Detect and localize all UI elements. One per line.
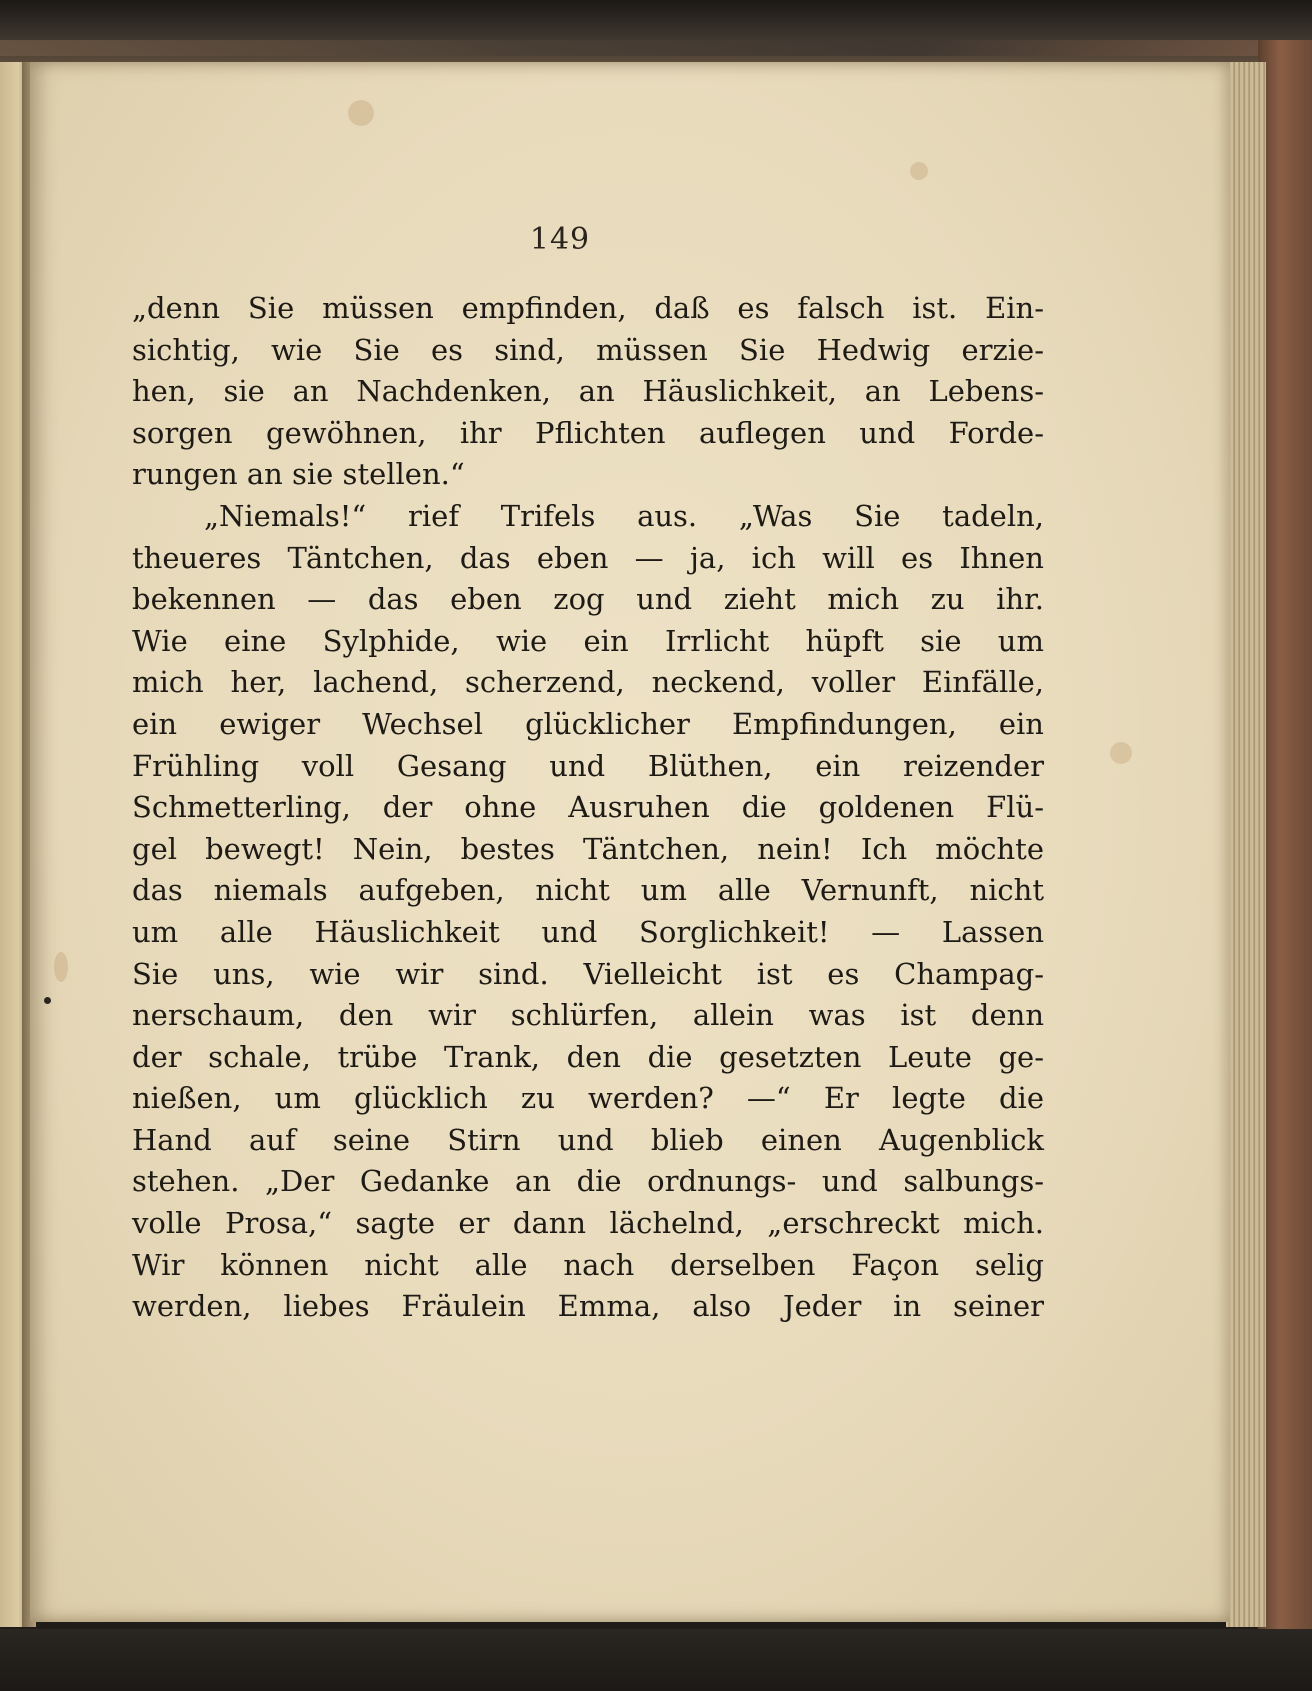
text-line: nießen, um glücklich zu werden? —“ Er legte die [132,1081,1044,1116]
text-line: der schale, trübe Trank, den die gesetzten Leute ge‑ [132,1039,1044,1074]
text-line: Frühling voll Gesang und Blüthen, ein reizender [132,748,1044,783]
text-line: Schmetterling, der ohne Ausruhen die goldenen Flü‑ [132,790,1044,825]
text-line: stehen. „Der Gedanke an die ordnungs‑ und salbungs‑ [132,1164,1044,1199]
text-line: sorgen gewöhnen, ihr Pflichten auflegen und Forde‑ [132,415,1044,450]
text-line: sichtig, wie Sie es sind, müssen Sie Hedwig erzie‑ [132,332,1044,367]
text-line: „denn Sie müssen empfinden, daß es falsch ist. Ein‑ [132,291,1044,325]
foxing-spot [54,952,68,982]
text-line: rungen an sie stellen.“ [132,457,465,492]
text-line: hen, sie an Nachdenken, an Häuslichkeit, an Lebens‑ [132,374,1044,409]
text-line: das niemals aufgeben, nicht um alle Vernunft, nicht [132,873,1044,908]
text-line: Hand auf seine Stirn und blieb einen Augenblick [132,1122,1044,1157]
book-cover-bottom-edge [0,1629,1312,1691]
text-line: um alle Häuslichkeit und Sorglichkeit! — Lassen [132,914,1044,949]
book-page [30,62,1230,1622]
text-line: mich her, lachend, scherzend, neckend, voller Einfälle, [132,665,1044,700]
text-line: „Niemals!“ rief Trifels aus. „Was Sie tadeln, [204,498,1044,533]
foxing-spot [1110,742,1132,764]
body-text [132,288,1044,1328]
text-line: bekennen — das eben zog und zieht mich zu ihr. [132,582,1044,617]
text-line: volle Prosa,“ sagte er dann lächelnd, „erschreckt mich. [132,1206,1044,1241]
text-line: gel bewegt! Nein, bestes Täntchen, nein! Ich möchte [132,831,1044,866]
page-fore-edge [1226,62,1266,1627]
foxing-spot [910,162,928,180]
text-line: nerschaum, den wir schlürfen, allein was ist denn [132,998,1044,1033]
text-line: Wie eine Sylphide, wie ein Irrlicht hüpft sie um [132,623,1044,658]
book-cover-band [0,40,1312,56]
book-cover-right-edge [1258,40,1312,1640]
text-line: Wir können nicht alle nach derselben Façon selig [132,1247,1044,1282]
margin-ink-dot [44,997,51,1004]
text-line: ein ewiger Wechsel glücklicher Empfindungen, ein [132,706,1044,741]
text-line: Sie uns, wie wir sind. Vielleicht ist es Champag‑ [132,956,1044,991]
foxing-spot [348,100,374,126]
text-line: theueres Täntchen, das eben — ja, ich will es Ihnen [132,540,1044,575]
page-number: 149 [529,222,591,257]
text-line: werden, liebes Fräulein Emma, also Jeder in seiner [132,1289,1044,1324]
